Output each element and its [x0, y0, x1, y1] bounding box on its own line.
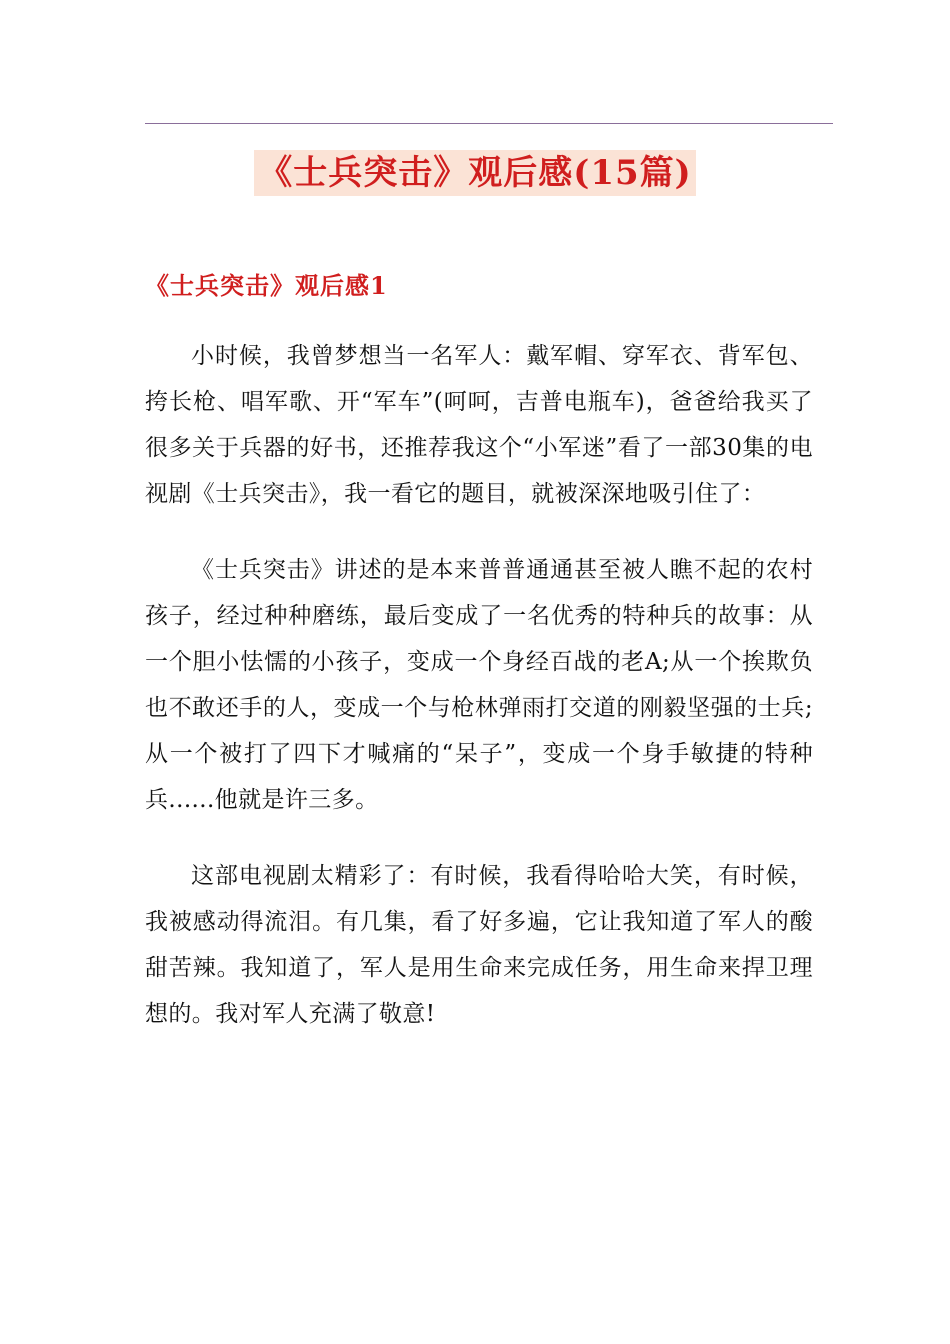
- title-container: [0, 150, 950, 196]
- body-text: [145, 333, 813, 1067]
- paragraph-2: 《士兵突击》讲述的是本来普普通通甚至被人瞧不起的农村孩子，经过种种磨练，最后变成了一名优秀的特种兵的故事：从一个胆小怯懦的小孩子，变成一个身经百战的老A;从一个挨欺负也不敢还手的人，变成一个与枪林弹雨打交道的刚毅坚强的士兵;从一个被打了四下才喊痛的“呆子”，变成一个身手敏捷的特种兵......他就是许三多。: [145, 557, 813, 813]
- paragraph-1: 小时候，我曾梦想当一名军人：戴军帽、穿军衣、背军包、挎长枪、唱军歌、开“军车”(呵呵，吉普电瓶车)，爸爸给我买了很多关于兵器的好书，还推荐我这个“小军迷”看了一部30集的电视剧《士兵突击》，我一看它的题目，就被深深地吸引住了：: [145, 343, 813, 507]
- document-title: 《士兵突击》观后感(15篇): [254, 150, 696, 196]
- section-heading: 《士兵突击》观后感1: [145, 271, 388, 300]
- header-rule: [145, 123, 833, 124]
- paragraph-3: 这部电视剧太精彩了：有时候，我看得哈哈大笑，有时候，我被感动得流泪。有几集，看了好多遍，它让我知道了军人的酸甜苦辣。我知道了，军人是用生命来完成任务，用生命来捍卫理想的。我对军人充满了敬意!: [145, 863, 813, 1027]
